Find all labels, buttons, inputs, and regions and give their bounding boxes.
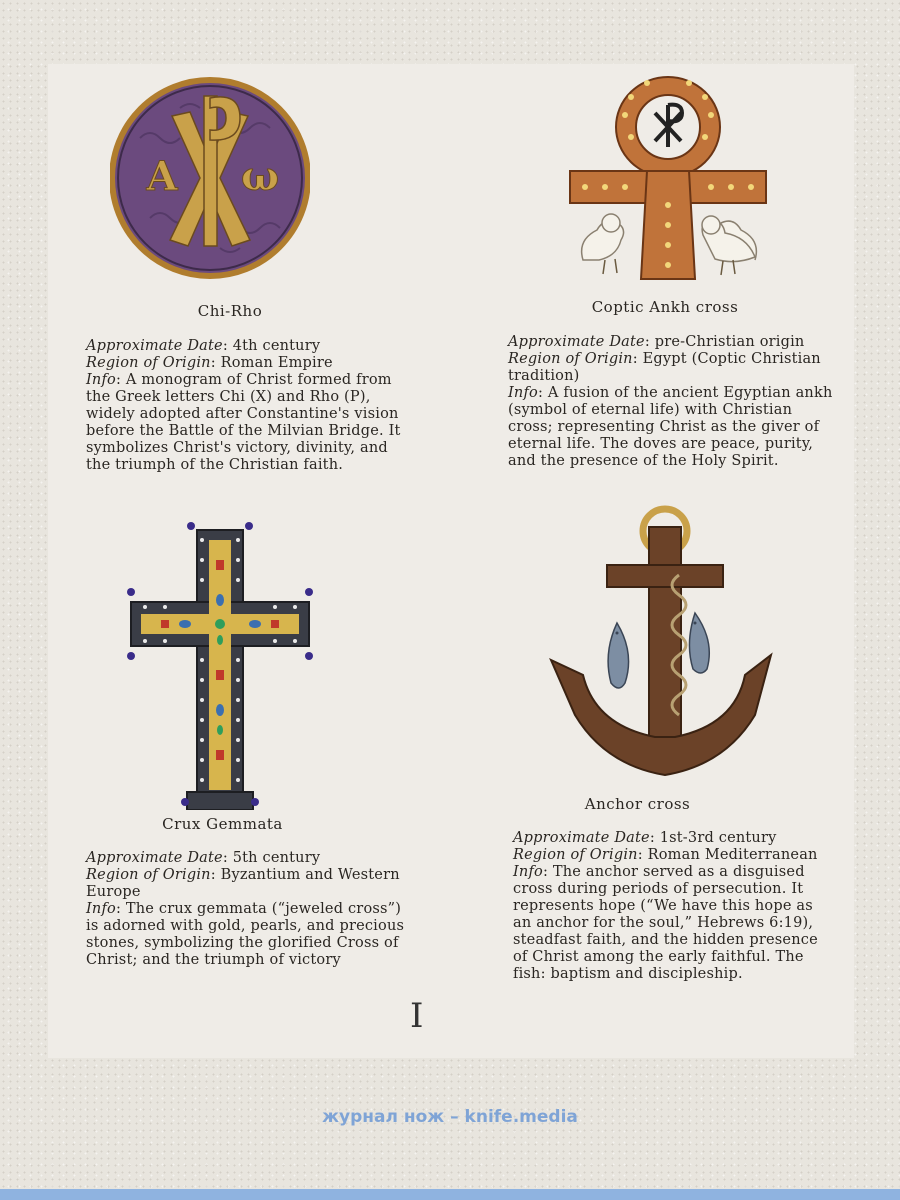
- date-value: 1st-3rd century: [659, 830, 777, 846]
- region-value: Byzantium and Western Europe: [86, 867, 400, 900]
- page-number: I: [410, 996, 424, 1036]
- date-value: pre-Christian origin: [654, 334, 805, 350]
- info-label: Info: [86, 901, 116, 917]
- info-label: Info: [86, 372, 116, 388]
- info-text: The crux gemmata (“jeweled cross”) is adorned with gold, pearls, and precious stones, symbolizing the glorified Cross of Christ; and the triumph of victory: [86, 901, 405, 968]
- crux-gemmata-illustration: [125, 520, 315, 810]
- omega-letter: ω: [240, 153, 280, 200]
- region-label: Region of Origin: [508, 351, 633, 367]
- date-value: 4th century: [232, 338, 321, 354]
- alpha-letter: A: [146, 153, 178, 200]
- footer-link[interactable]: журнал нож – knife.media: [322, 1107, 578, 1127]
- chi-rho-illustration: [110, 68, 310, 288]
- date-value: 5th century: [232, 850, 321, 866]
- date-label: Approximate Date: [86, 338, 223, 354]
- region-value: Roman Empire: [220, 355, 333, 371]
- region-label: Region of Origin: [86, 355, 211, 371]
- chi-rho-caption: Chi-Rho: [197, 302, 263, 320]
- anchor-cross-illustration: [545, 505, 775, 785]
- coptic-ankh-description: Approximate Date: pre-Christian origin Region of Origin: Egypt (Coptic Christian tradition) Info: A fusion of the ancient Egyptian ankh (symbol of eternal life) with Christian cross; representing Christ as the giver of eternal life. The doves are peace, purity, and the presence of the Holy Spirit.: [508, 334, 833, 469]
- coptic-ankh-caption: Coptic Ankh cross: [591, 298, 739, 316]
- chi-rho-description: Approximate Date: 4th century Region of Origin: Roman Empire Info: A monogram of Christ formed from the Greek letters Chi (X) and Rho (P), widely adopted after Constantine's vision before the Battle of the Milvian Bridge. It symbolizes Christ's victory, divinity, and the triumph of the Christian faith.: [86, 338, 401, 473]
- date-label: Approximate Date: [508, 334, 645, 350]
- info-text: The anchor served as a disguised cross during periods of persecution. It represents hope (“We have this hope as an anchor for the soul,” Hebrews 6:19), steadfast faith, and the hidden presence of Christ among the early faithful. The fish: baptism and discipleship.: [513, 864, 818, 982]
- anchor-cross-caption: Anchor cross: [584, 795, 691, 813]
- date-label: Approximate Date: [513, 830, 650, 846]
- info-text: A fusion of the ancient Egyptian ankh (symbol of eternal life) with Christian cross; representing Christ as the giver of eternal life. The doves are peace, purity, and the presence of the Holy Spirit.: [508, 385, 833, 469]
- anchor-cross-description: Approximate Date: 1st-3rd century Region of Origin: Roman Mediterranean Info: The anchor served as a disguised cross during periods of persecution. It represents hope (“We have this hope as an anchor for the soul,” Hebrews 6:19), steadfast faith, and the hidden presence of Christ among the early faithful. The fish: baptism and discipleship.: [513, 830, 818, 982]
- info-label: Info: [508, 385, 538, 401]
- crux-gemmata-description: Approximate Date: 5th century Region of Origin: Byzantium and Western Europe Info: The crux gemmata (“jeweled cross”) is adorned with gold, pearls, and precious stones, symbolizing the glorified Cross of Christ; and the triumph of victory: [86, 850, 405, 968]
- region-value: Egypt (Coptic Christian tradition): [508, 351, 821, 384]
- bottom-bar: [0, 1189, 900, 1200]
- crux-gemmata-caption: Crux Gemmata: [162, 815, 283, 833]
- info-text: A monogram of Christ formed from the Greek letters Chi (X) and Rho (P), widely adopted after Constantine's vision before the Battle of the Milvian Bridge. It symbolizes Christ's victory, divinity, and the triumph of the Christian faith.: [86, 372, 401, 473]
- region-label: Region of Origin: [86, 867, 211, 883]
- region-label: Region of Origin: [513, 847, 638, 863]
- info-label: Info: [513, 864, 543, 880]
- coptic-ankh-illustration: [565, 75, 775, 285]
- date-label: Approximate Date: [86, 850, 223, 866]
- region-value: Roman Mediterranean: [647, 847, 818, 863]
